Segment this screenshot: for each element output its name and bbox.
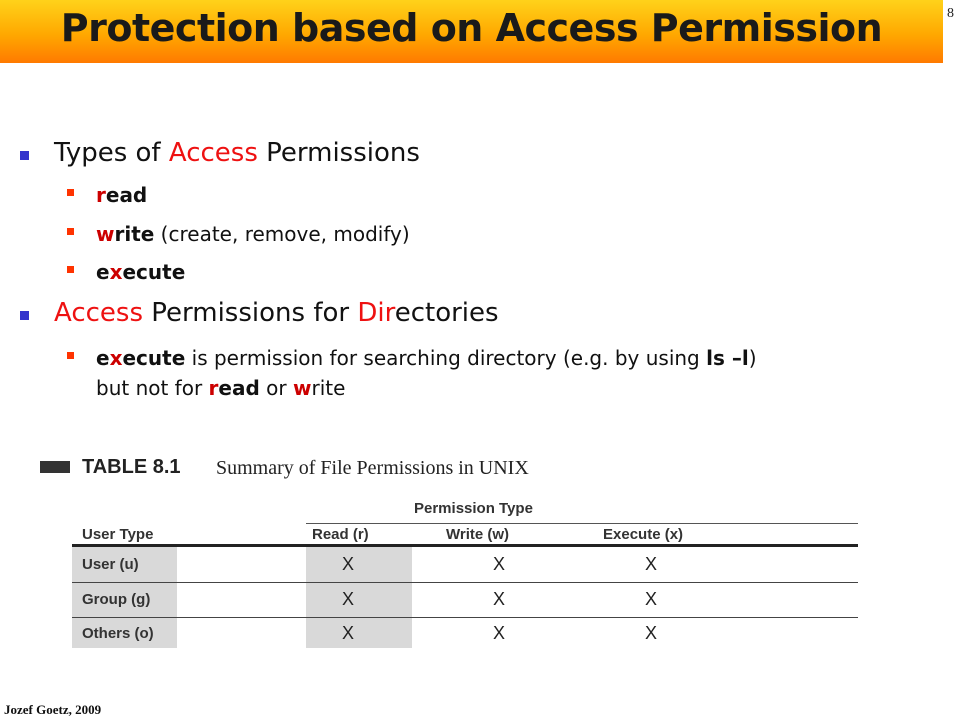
column-header-execute: Execute (x)	[603, 526, 684, 543]
bullet-square-icon	[20, 311, 29, 320]
cell-read: X	[342, 589, 355, 609]
bullet-square-icon	[67, 228, 74, 235]
bullet-text: Access Permissions for Directories	[54, 298, 499, 328]
cell-read: X	[342, 623, 355, 643]
permissions-table	[72, 496, 858, 648]
header-rule	[72, 544, 858, 547]
title-bar	[0, 0, 943, 63]
cell-execute: X	[645, 589, 658, 609]
column-header-write: Write (w)	[446, 526, 510, 543]
bullet-square-icon	[67, 266, 74, 273]
group-header-rule	[306, 523, 858, 524]
caption-bar-icon	[40, 461, 70, 473]
cell-write: X	[493, 623, 506, 643]
table-row	[72, 549, 858, 582]
cell-execute: X	[645, 554, 658, 574]
table-label: TABLE 8.1	[82, 456, 181, 478]
bullet-square-icon	[67, 189, 74, 196]
sub-bullet-text: execute is permission for searching directory (e.g. by using ls –l) but not for read or write	[96, 346, 757, 400]
table-row	[72, 584, 858, 617]
cell-write: X	[493, 589, 506, 609]
column-header-read: Read (r)	[312, 526, 369, 543]
cell-user-type: Group (g)	[82, 591, 151, 608]
sub-bullet-text: read	[96, 183, 148, 207]
bullet-text: Types of Access Permissions	[54, 138, 420, 168]
column-header-user-type: User Type	[82, 526, 154, 543]
slide-title: Protection based on Access Permission	[60, 6, 883, 50]
footer-author: Jozef Goetz, 2009	[4, 702, 102, 717]
table-group-header: Permission Type	[414, 500, 533, 517]
cell-read: X	[342, 554, 355, 574]
table-title: Summary of File Permissions in UNIX	[216, 457, 529, 479]
cell-execute: X	[645, 623, 658, 643]
bullet-square-icon	[67, 352, 74, 359]
slide-number: 8	[947, 6, 954, 21]
cell-user-type: User (u)	[82, 556, 139, 573]
bullet-square-icon	[20, 151, 29, 160]
cell-user-type: Others (o)	[82, 625, 154, 642]
sub-bullet-text: write (create, remove, modify)	[96, 222, 410, 246]
cell-write: X	[493, 554, 506, 574]
row-rule	[72, 582, 858, 583]
sub-bullet-text: execute	[96, 260, 186, 284]
table-row	[72, 618, 858, 651]
